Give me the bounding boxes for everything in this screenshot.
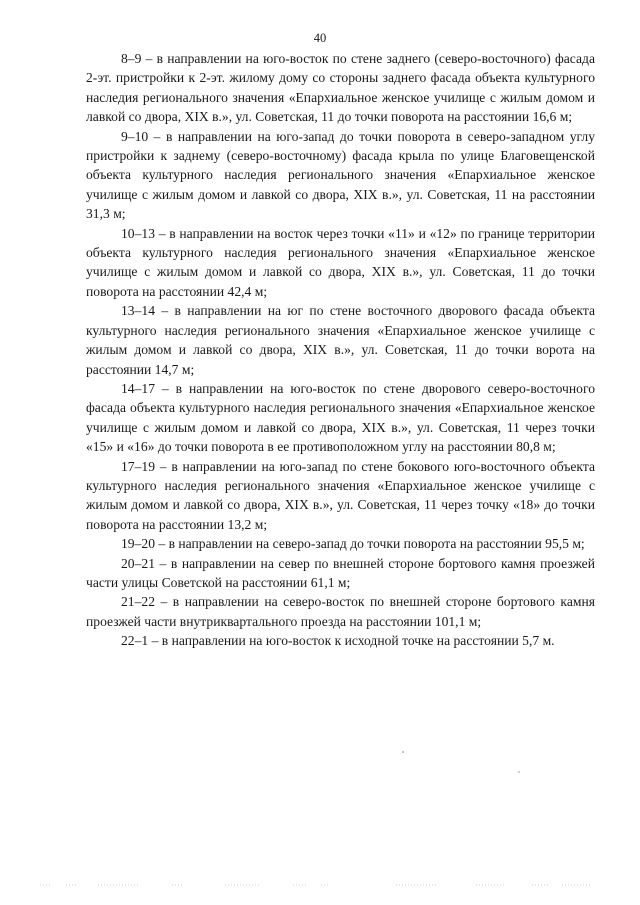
document-body [86, 49, 595, 651]
paragraph-10-13: 10–13 – в направлении на восток через точки «11» и «12» по границе территории объекта культурного наследия регионального значения «Епархиальное женское училище с жилым домом и лавкой со двора, XIX в.», ул. Советская, 11 до точки поворота на расстоянии 42,4 м; [86, 225, 595, 299]
paragraph-20-21: 20–21 – в направлении на север по внешней стороне бортового камня проезжей части улицы Советской на расстоянии 61,1 м; [86, 555, 595, 590]
paragraph-21-22: 21–22 – в направлении на северо-восток по внешней стороне бортового камня проезжей части внутриквартального проезда на расстоянии 101,1 м; [86, 594, 595, 629]
paragraph-14-17: 14–17 – в направлении на юго-восток по стене дворового северо-восточного фасада объекта культурного наследия регионального значения «Епархиальное женское училище с жилым домом и лавкой со двора, XIX в.», ул. Советская, 11 через точки «15» и «16» до точки поворота в ее противоположном углу на расстоянии 80,8 м; [86, 380, 595, 455]
paragraph-22-1: 22–1 – в направлении на юго-восток к исходной точке на расстоянии 5,7 м. [121, 633, 555, 649]
paragraph-13-14: 13–14 – в направлении на юг по стене восточного дворового фасада объекта культурного наследия регионального значения «Епархиальное женское училище с жилым домом и лавкой со двора, XIX в.», ул. Советская, 11 до точки ворота на расстоянии 14,7 м; [86, 303, 595, 377]
paragraph-8-9: 8–9 – в направлении на юго-восток по стене заднего (северо-восточного) фасада 2-эт. пристройки к 2-эт. жилому дому со стороны заднего фасада объекта культурного наследия регионального значения «Епархиальное женское училище с жилым домом и лавкой со двора, XIX в.», ул. Советская, 11 до точки поворота на расстоянии 16,6 м; [86, 51, 595, 125]
paragraph-17-19: 17–19 – в направлении на юго-запад по стене бокового юго-восточного объекта культурного наследия регионального значения «Епархиальное женское училище с жилым домом и лавкой со двора, XIX в.», ул. Советская, 11 через точку «18» до точки поворота на расстоянии 13,2 м; [86, 458, 595, 532]
page-number: 40 [313, 31, 327, 45]
paragraph-9-10: 9–10 – в направлении на юго-запад до точки поворота в северо-западном углу пристройки к заднему (северо-восточному) фасада крыла по улице Благовещенской объекта культурного наследия регионального значения «Епархиальное женское училище с жилым домом и лавкой со двора, XIX в.», ул. Советская, 11 на расстоянии 31,3 м; [86, 128, 595, 222]
paragraph-19-20: 19–20 – в направлении на северо-запад до точки поворота на расстоянии 95,5 м; [121, 536, 585, 552]
